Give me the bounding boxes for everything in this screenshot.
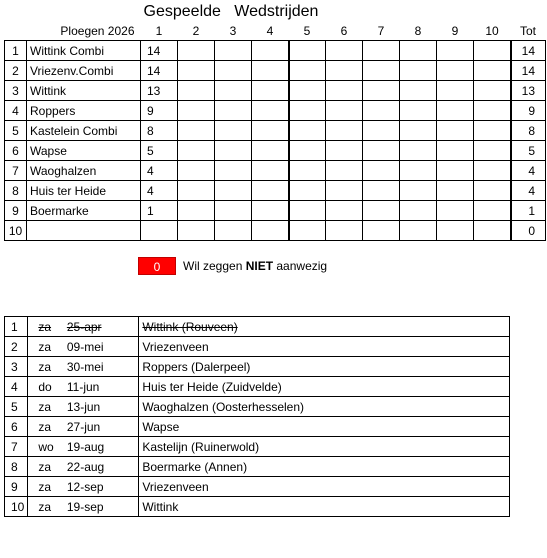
team-rank: 3 bbox=[5, 81, 27, 101]
match-number-cell bbox=[5, 317, 28, 337]
score-cell bbox=[474, 161, 511, 181]
match-day: za bbox=[38, 479, 52, 494]
score-cell bbox=[178, 61, 215, 81]
round-header: 7 bbox=[363, 22, 400, 41]
legend-swatch: 0 bbox=[138, 257, 176, 275]
score-cell bbox=[437, 181, 474, 201]
score-cell bbox=[215, 41, 252, 61]
match-date-cell bbox=[63, 437, 139, 457]
score-cell bbox=[252, 201, 289, 221]
score-cell bbox=[178, 81, 215, 101]
match-number: 3 bbox=[11, 359, 18, 374]
score-cell bbox=[437, 101, 474, 121]
score-cell bbox=[326, 201, 363, 221]
score-cell bbox=[252, 61, 289, 81]
match-number-cell bbox=[5, 377, 28, 397]
match-day-cell bbox=[28, 417, 63, 437]
match-number-cell bbox=[5, 357, 28, 377]
match-day-cell bbox=[28, 397, 63, 417]
score-cell bbox=[363, 181, 400, 201]
match-date-cell bbox=[63, 477, 139, 497]
match-date-cell bbox=[63, 317, 139, 337]
schedule-row bbox=[5, 497, 510, 517]
score-cell: 14 bbox=[141, 41, 178, 61]
team-row bbox=[5, 41, 546, 61]
match-number: 9 bbox=[11, 479, 18, 494]
page-title: Gespeelde Wedstrijden bbox=[143, 3, 319, 20]
match-number-cell bbox=[5, 477, 28, 497]
score-cell bbox=[400, 201, 437, 221]
team-rank: 2 bbox=[5, 61, 27, 81]
match-number-cell bbox=[5, 457, 28, 477]
team-rank: 5 bbox=[5, 121, 27, 141]
match-number: 10 bbox=[11, 499, 25, 514]
score-cell bbox=[215, 101, 252, 121]
round-header: 8 bbox=[400, 22, 437, 41]
match-day-cell bbox=[28, 317, 63, 337]
legend-text-bold: NIET bbox=[245, 259, 274, 273]
team-rank: 9 bbox=[5, 201, 27, 221]
match-date: 19-sep bbox=[66, 499, 104, 514]
match-opponent: Wittink bbox=[142, 499, 179, 514]
schedule-row bbox=[5, 317, 510, 337]
match-opponent-cell bbox=[139, 337, 510, 357]
team-name: Wittink Combi bbox=[27, 41, 141, 61]
match-opponent-cell bbox=[139, 377, 510, 397]
total-cell: 13 bbox=[511, 81, 546, 101]
score-cell bbox=[326, 141, 363, 161]
team-name: Wittink bbox=[27, 81, 141, 101]
round-header: 4 bbox=[252, 22, 289, 41]
match-date-cell bbox=[63, 377, 139, 397]
schedule-table bbox=[4, 316, 510, 517]
score-cell bbox=[437, 81, 474, 101]
match-opponent-cell bbox=[139, 397, 510, 417]
score-cell bbox=[178, 221, 215, 241]
score-cell bbox=[326, 121, 363, 141]
score-cell bbox=[252, 81, 289, 101]
team-name: Roppers bbox=[27, 101, 141, 121]
match-day: za bbox=[38, 499, 52, 514]
score-cell bbox=[178, 181, 215, 201]
score-cell bbox=[326, 161, 363, 181]
match-opponent: Vriezenveen bbox=[142, 479, 209, 494]
schedule-row bbox=[5, 357, 510, 377]
total-cell: 14 bbox=[511, 41, 546, 61]
match-date-cell bbox=[63, 337, 139, 357]
match-opponent-cell bbox=[139, 457, 510, 477]
match-opponent: Waoghalzen (Oosterhesselen) bbox=[142, 399, 304, 414]
score-cell bbox=[326, 61, 363, 81]
match-number: 6 bbox=[11, 419, 18, 434]
score-cell: 14 bbox=[141, 61, 178, 81]
team-row bbox=[5, 161, 546, 181]
score-cell bbox=[363, 101, 400, 121]
match-number: 8 bbox=[11, 459, 18, 474]
match-day: za bbox=[38, 419, 52, 434]
score-cell bbox=[474, 141, 511, 161]
score-cell bbox=[289, 81, 326, 101]
score-cell bbox=[289, 181, 326, 201]
match-date: 11-jun bbox=[66, 379, 100, 394]
total-cell: 9 bbox=[511, 101, 546, 121]
score-cell bbox=[215, 61, 252, 81]
round-header: 3 bbox=[215, 22, 252, 41]
team-row bbox=[5, 101, 546, 121]
score-cell bbox=[363, 221, 400, 241]
score-cell bbox=[252, 141, 289, 161]
match-day-cell bbox=[28, 457, 63, 477]
match-date: 25-apr bbox=[66, 319, 102, 334]
match-day: za bbox=[38, 459, 52, 474]
team-row bbox=[5, 121, 546, 141]
match-date-cell bbox=[63, 357, 139, 377]
score-cell bbox=[437, 221, 474, 241]
score-cell bbox=[252, 121, 289, 141]
score-cell: 8 bbox=[141, 121, 178, 141]
match-date: 19-aug bbox=[66, 439, 105, 454]
score-cell: 9 bbox=[141, 101, 178, 121]
match-opponent: Wittink (Rouveen) bbox=[142, 319, 238, 334]
match-opponent-cell bbox=[139, 437, 510, 457]
match-date-cell bbox=[63, 417, 139, 437]
match-opponent: Huis ter Heide (Zuidvelde) bbox=[142, 379, 282, 394]
score-cell bbox=[437, 201, 474, 221]
match-day: za bbox=[38, 319, 52, 334]
schedule-row bbox=[5, 457, 510, 477]
score-cell bbox=[400, 101, 437, 121]
match-date: 09-mei bbox=[66, 339, 104, 354]
score-cell bbox=[326, 41, 363, 61]
score-cell: 4 bbox=[141, 161, 178, 181]
score-header-row bbox=[5, 22, 546, 41]
match-number-cell bbox=[5, 497, 28, 517]
score-cell bbox=[178, 41, 215, 61]
score-cell bbox=[289, 201, 326, 221]
score-cell bbox=[178, 201, 215, 221]
legend-text bbox=[183, 259, 327, 273]
legend-text-before: Wil zeggen bbox=[183, 259, 246, 273]
score-cell bbox=[474, 181, 511, 201]
total-cell: 14 bbox=[511, 61, 546, 81]
header-blank-cell bbox=[5, 22, 27, 41]
score-cell bbox=[400, 141, 437, 161]
total-cell: 5 bbox=[511, 141, 546, 161]
score-cell bbox=[474, 41, 511, 61]
match-date: 22-aug bbox=[66, 459, 105, 474]
team-row bbox=[5, 61, 546, 81]
score-cell bbox=[474, 121, 511, 141]
round-header: 9 bbox=[437, 22, 474, 41]
match-date: 30-mei bbox=[66, 359, 104, 374]
score-cell bbox=[252, 41, 289, 61]
team-name: Vriezenv.Combi bbox=[27, 61, 141, 81]
score-cell bbox=[363, 61, 400, 81]
score-cell bbox=[252, 221, 289, 241]
score-cell bbox=[215, 201, 252, 221]
score-cell bbox=[215, 221, 252, 241]
match-number-cell bbox=[5, 417, 28, 437]
match-opponent: Roppers (Dalerpeel) bbox=[142, 359, 251, 374]
total-cell: 4 bbox=[511, 161, 546, 181]
score-cell bbox=[215, 161, 252, 181]
score-cell: 13 bbox=[141, 81, 178, 101]
match-number-cell bbox=[5, 397, 28, 417]
score-cell bbox=[400, 161, 437, 181]
team-name: Kastelein Combi bbox=[27, 121, 141, 141]
team-rank: 8 bbox=[5, 181, 27, 201]
match-opponent-cell bbox=[139, 497, 510, 517]
team-row bbox=[5, 221, 546, 241]
score-cell bbox=[215, 121, 252, 141]
match-day: do bbox=[38, 379, 52, 394]
score-cell bbox=[474, 81, 511, 101]
match-opponent-cell bbox=[139, 477, 510, 497]
schedule-row bbox=[5, 417, 510, 437]
match-day-cell bbox=[28, 357, 63, 377]
score-cell bbox=[326, 221, 363, 241]
score-cell bbox=[474, 61, 511, 81]
round-header: 5 bbox=[289, 22, 326, 41]
score-cell bbox=[400, 221, 437, 241]
match-day-cell bbox=[28, 497, 63, 517]
match-day-cell bbox=[28, 377, 63, 397]
score-cell bbox=[474, 101, 511, 121]
score-cell bbox=[215, 141, 252, 161]
score-cell: 4 bbox=[141, 181, 178, 201]
score-cell bbox=[289, 41, 326, 61]
score-cell bbox=[474, 221, 511, 241]
score-cell bbox=[326, 81, 363, 101]
team-rank: 7 bbox=[5, 161, 27, 181]
total-cell: 1 bbox=[511, 201, 546, 221]
legend bbox=[138, 257, 327, 275]
score-cell bbox=[363, 41, 400, 61]
score-cell bbox=[437, 61, 474, 81]
schedule-row bbox=[5, 477, 510, 497]
score-cell bbox=[178, 121, 215, 141]
score-cell bbox=[215, 181, 252, 201]
match-opponent-cell bbox=[139, 417, 510, 437]
match-number: 7 bbox=[11, 439, 18, 454]
team-name bbox=[27, 221, 141, 241]
score-cell bbox=[437, 161, 474, 181]
total-header: Tot bbox=[511, 22, 546, 41]
team-row bbox=[5, 141, 546, 161]
team-name: Wapse bbox=[27, 141, 141, 161]
round-header: 10 bbox=[474, 22, 511, 41]
total-cell: 4 bbox=[511, 181, 546, 201]
team-row bbox=[5, 81, 546, 101]
match-day: za bbox=[38, 359, 52, 374]
score-cell bbox=[437, 121, 474, 141]
score-cell bbox=[326, 181, 363, 201]
match-number: 5 bbox=[11, 399, 18, 414]
score-cell bbox=[289, 101, 326, 121]
score-cell bbox=[289, 121, 326, 141]
score-cell bbox=[178, 101, 215, 121]
score-cell bbox=[326, 101, 363, 121]
score-cell bbox=[252, 101, 289, 121]
schedule-row bbox=[5, 397, 510, 417]
score-cell bbox=[289, 161, 326, 181]
match-day: wo bbox=[38, 439, 54, 454]
match-number-cell bbox=[5, 437, 28, 457]
score-cell bbox=[178, 161, 215, 181]
score-cell bbox=[400, 81, 437, 101]
match-date: 27-jun bbox=[66, 419, 101, 434]
match-opponent: Kastelijn (Ruinerwold) bbox=[142, 439, 260, 454]
year-label: Ploegen 2026 bbox=[27, 22, 141, 41]
score-cell: 1 bbox=[141, 201, 178, 221]
round-header: 6 bbox=[326, 22, 363, 41]
total-cell: 0 bbox=[511, 221, 546, 241]
match-opponent: Vriezenveen bbox=[142, 339, 209, 354]
match-number: 2 bbox=[11, 339, 18, 354]
score-cell bbox=[437, 141, 474, 161]
score-cell bbox=[252, 161, 289, 181]
score-cell bbox=[363, 121, 400, 141]
score-cell bbox=[400, 121, 437, 141]
match-number: 4 bbox=[11, 379, 18, 394]
round-header: 2 bbox=[178, 22, 215, 41]
team-rank: 6 bbox=[5, 141, 27, 161]
legend-text-after: aanwezig bbox=[273, 259, 328, 273]
score-cell bbox=[437, 41, 474, 61]
score-cell bbox=[289, 141, 326, 161]
score-cell bbox=[400, 41, 437, 61]
match-day: za bbox=[38, 399, 52, 414]
team-rank: 1 bbox=[5, 41, 27, 61]
score-cell bbox=[400, 181, 437, 201]
schedule-row bbox=[5, 377, 510, 397]
score-cell: 5 bbox=[141, 141, 178, 161]
score-cell bbox=[252, 181, 289, 201]
schedule-row bbox=[5, 337, 510, 357]
score-cell bbox=[141, 221, 178, 241]
score-cell bbox=[474, 201, 511, 221]
team-name: Waoghalzen bbox=[27, 161, 141, 181]
score-cell bbox=[289, 61, 326, 81]
match-date: 12-sep bbox=[66, 479, 104, 494]
match-day-cell bbox=[28, 337, 63, 357]
team-row bbox=[5, 201, 546, 221]
match-day: za bbox=[38, 339, 52, 354]
score-cell bbox=[363, 201, 400, 221]
match-number: 1 bbox=[11, 319, 18, 334]
match-day-cell bbox=[28, 437, 63, 457]
team-name: Boermarke bbox=[27, 201, 141, 221]
match-number-cell bbox=[5, 337, 28, 357]
match-opponent: Boermarke (Annen) bbox=[142, 459, 248, 474]
match-day-cell bbox=[28, 477, 63, 497]
score-cell bbox=[178, 141, 215, 161]
round-header: 1 bbox=[141, 22, 178, 41]
score-table bbox=[4, 22, 546, 241]
match-date: 13-jun bbox=[66, 399, 101, 414]
match-date-cell bbox=[63, 497, 139, 517]
score-cell bbox=[363, 141, 400, 161]
total-cell: 8 bbox=[511, 121, 546, 141]
team-name: Huis ter Heide bbox=[27, 181, 141, 201]
team-row bbox=[5, 181, 546, 201]
score-cell bbox=[363, 161, 400, 181]
team-rank: 10 bbox=[5, 221, 27, 241]
score-cell bbox=[215, 81, 252, 101]
score-cell bbox=[289, 221, 326, 241]
schedule-row bbox=[5, 437, 510, 457]
match-opponent-cell bbox=[139, 317, 510, 337]
score-cell bbox=[400, 61, 437, 81]
match-date-cell bbox=[63, 457, 139, 477]
team-rank: 4 bbox=[5, 101, 27, 121]
score-cell bbox=[363, 81, 400, 101]
match-date-cell bbox=[63, 397, 139, 417]
match-opponent: Wapse bbox=[142, 419, 180, 434]
match-opponent-cell bbox=[139, 357, 510, 377]
